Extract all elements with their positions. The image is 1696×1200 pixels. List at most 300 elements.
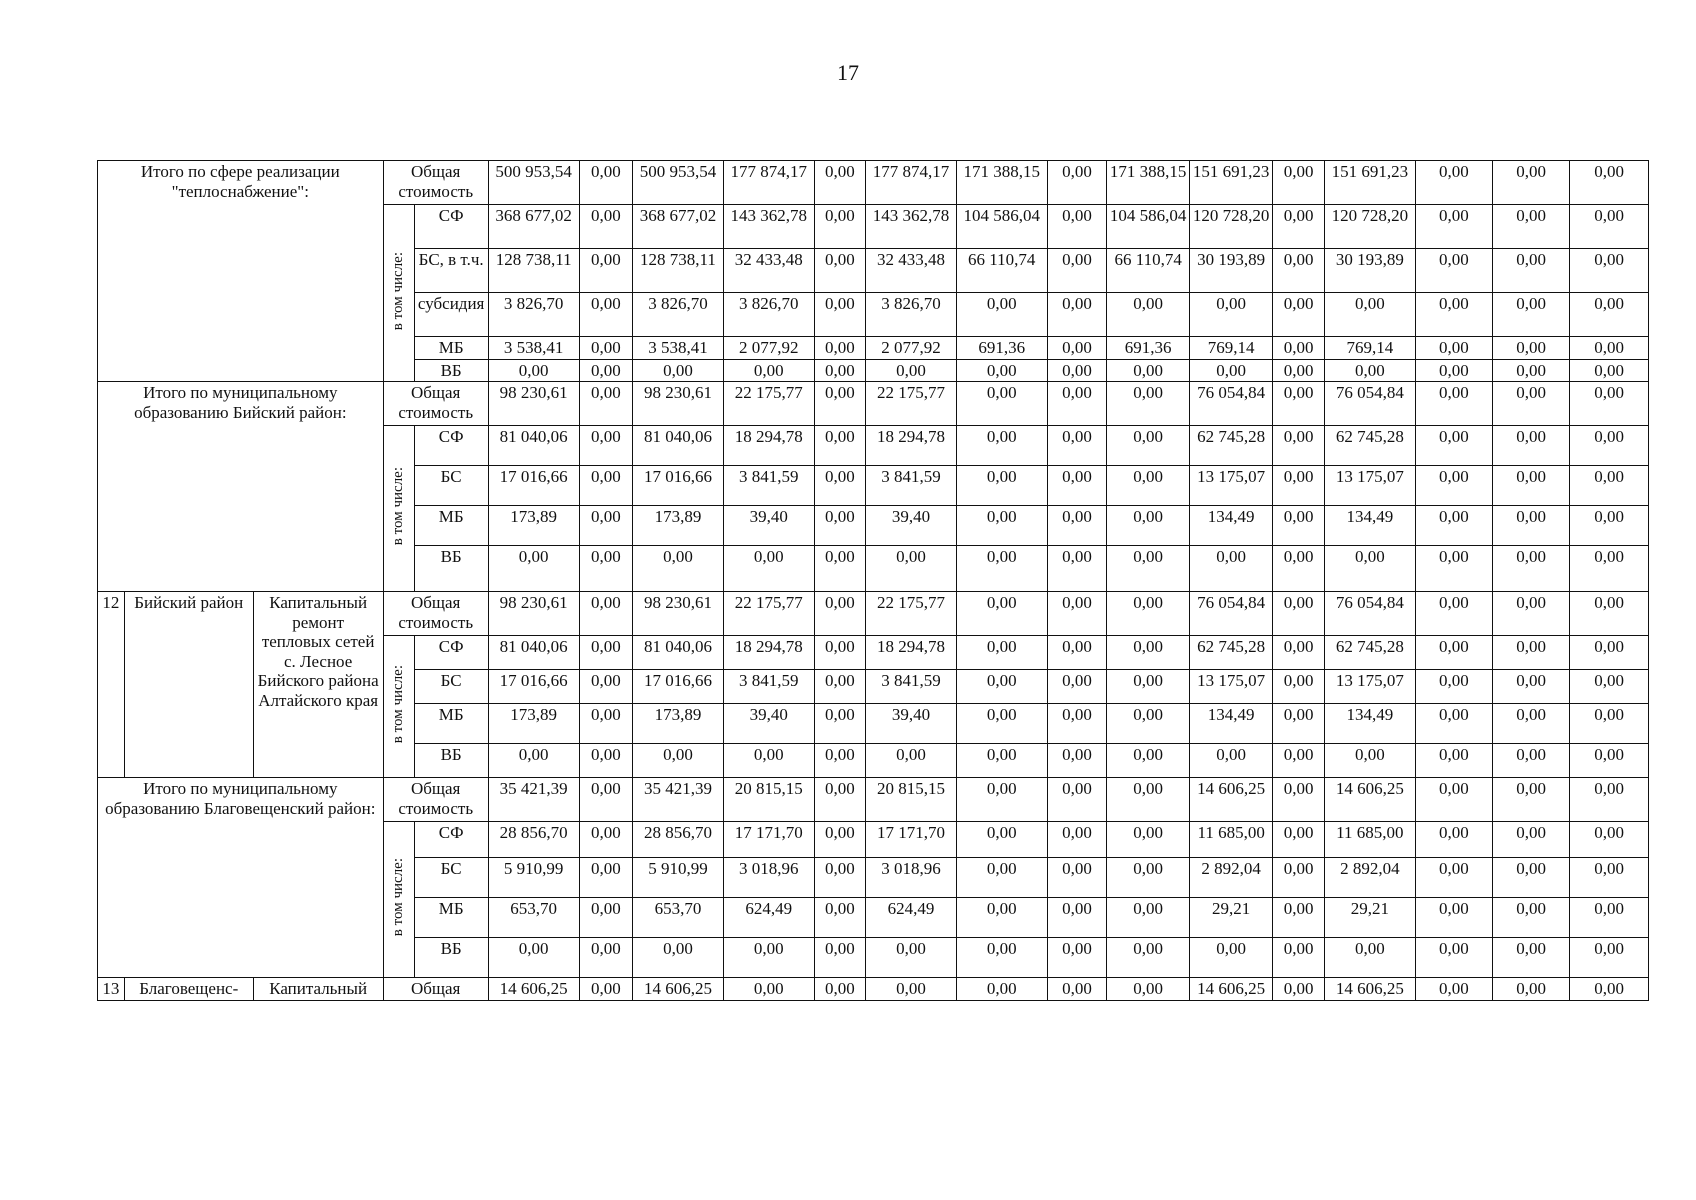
value-cell: 0,00 [814,426,866,466]
value-cell: 0,00 [1570,592,1649,636]
value-cell: 0,00 [1415,938,1492,978]
value-cell: 0,00 [1570,704,1649,744]
value-cell: 0,00 [1493,382,1570,426]
value-cell: 0,00 [1415,858,1492,898]
value-cell: 29,21 [1189,898,1273,938]
value-cell: 0,00 [1273,546,1325,592]
value-cell: 0,00 [1415,506,1492,546]
in-that-number-text: в том числе: [389,665,406,744]
value-cell: 0,00 [1107,293,1189,337]
value-cell: 0,00 [1415,466,1492,506]
value-cell: 62 745,28 [1189,426,1273,466]
group-total-title: Итого по муниципальному образованию Бийский район: [98,382,384,592]
value-cell: 0,00 [579,592,633,636]
value-cell: 32 433,48 [723,249,814,293]
value-cell: 13 175,07 [1324,466,1415,506]
cost-type-label: Общая стоимость [383,592,488,636]
funding-source-label: ВБ [414,546,488,592]
value-cell: 0,00 [814,670,866,704]
value-cell: 0,00 [1493,337,1570,360]
value-cell: 13 175,07 [1189,466,1273,506]
value-cell: 0,00 [1107,592,1189,636]
value-cell: 134,49 [1324,506,1415,546]
value-cell: 0,00 [1273,938,1325,978]
value-cell: 0,00 [956,293,1047,337]
value-cell: 18 294,78 [723,636,814,670]
value-cell: 0,00 [1047,938,1107,978]
value-cell: 0,00 [1189,546,1273,592]
value-cell: 0,00 [956,822,1047,858]
value-cell: 0,00 [1570,249,1649,293]
value-cell: 0,00 [488,744,579,778]
cost-type-label: Общая стоимость [383,778,488,822]
funding-source-label: МБ [414,337,488,360]
value-cell: 0,00 [1415,636,1492,670]
value-cell: 0,00 [1415,205,1492,249]
value-cell: 0,00 [956,359,1047,382]
value-cell: 0,00 [1107,426,1189,466]
in-that-number-label [383,636,414,778]
value-cell: 0,00 [1493,978,1570,1001]
value-cell: 0,00 [579,426,633,466]
value-cell: 0,00 [1415,426,1492,466]
value-cell: 0,00 [814,382,866,426]
value-cell: 0,00 [814,293,866,337]
value-cell: 0,00 [1047,822,1107,858]
funding-source-label: СФ [414,636,488,670]
value-cell: 0,00 [956,858,1047,898]
in-that-number-label [383,205,414,382]
value-cell: 0,00 [1570,858,1649,898]
value-cell: 0,00 [814,778,866,822]
value-cell: 0,00 [956,426,1047,466]
value-cell: 0,00 [633,744,724,778]
in-that-number-label [383,822,414,978]
value-cell: 134,49 [1189,704,1273,744]
value-cell: 0,00 [866,744,957,778]
value-cell: 624,49 [723,898,814,938]
value-cell: 0,00 [1273,466,1325,506]
value-cell: 0,00 [1107,546,1189,592]
in-that-number-label [383,426,414,592]
value-cell: 0,00 [579,978,633,1001]
value-cell: 177 874,17 [723,161,814,205]
value-cell: 0,00 [1189,938,1273,978]
value-cell: 0,00 [1415,293,1492,337]
funding-source-label: ВБ [414,359,488,382]
value-cell: 39,40 [866,506,957,546]
value-cell: 0,00 [1493,670,1570,704]
funding-source-label: ВБ [414,938,488,978]
value-cell: 0,00 [1324,938,1415,978]
value-cell: 11 685,00 [1324,822,1415,858]
value-cell: 3 841,59 [723,466,814,506]
value-cell: 0,00 [1493,506,1570,546]
value-cell: 0,00 [1107,636,1189,670]
value-cell: 0,00 [579,466,633,506]
value-cell: 0,00 [1107,778,1189,822]
value-cell: 0,00 [1570,337,1649,360]
value-cell: 0,00 [579,359,633,382]
value-cell: 0,00 [579,546,633,592]
table-row [98,592,1649,636]
value-cell: 368 677,02 [633,205,724,249]
value-cell: 35 421,39 [633,778,724,822]
value-cell: 0,00 [1107,822,1189,858]
value-cell: 0,00 [1324,546,1415,592]
value-cell: 32 433,48 [866,249,957,293]
value-cell: 0,00 [1273,592,1325,636]
value-cell: 0,00 [1107,670,1189,704]
value-cell: 3 018,96 [866,858,957,898]
value-cell: 0,00 [723,546,814,592]
value-cell: 0,00 [579,858,633,898]
value-cell: 0,00 [1107,704,1189,744]
value-cell: 0,00 [579,938,633,978]
value-cell: 0,00 [1047,744,1107,778]
value-cell: 0,00 [956,744,1047,778]
value-cell: 14 606,25 [1324,978,1415,1001]
value-cell: 81 040,06 [633,636,724,670]
funding-source-label: СФ [414,426,488,466]
value-cell: 0,00 [1415,382,1492,426]
value-cell: 0,00 [579,161,633,205]
value-cell: 3 826,70 [723,293,814,337]
value-cell: 0,00 [814,337,866,360]
value-cell: 0,00 [956,898,1047,938]
value-cell: 0,00 [1570,822,1649,858]
value-cell: 173,89 [633,506,724,546]
value-cell: 0,00 [1107,506,1189,546]
value-cell: 0,00 [1493,858,1570,898]
value-cell: 0,00 [1570,978,1649,1001]
value-cell: 769,14 [1324,337,1415,360]
value-cell: 0,00 [956,546,1047,592]
value-cell: 0,00 [1047,337,1107,360]
value-cell: 22 175,77 [723,592,814,636]
value-cell: 0,00 [1493,466,1570,506]
value-cell: 18 294,78 [723,426,814,466]
value-cell: 624,49 [866,898,957,938]
value-cell: 0,00 [1570,161,1649,205]
value-cell: 3 538,41 [488,337,579,360]
value-cell: 98 230,61 [488,382,579,426]
value-cell: 76 054,84 [1189,382,1273,426]
value-cell: 0,00 [1047,636,1107,670]
value-cell: 0,00 [1415,546,1492,592]
value-cell: 0,00 [1493,938,1570,978]
value-cell: 0,00 [579,778,633,822]
value-cell: 0,00 [1047,359,1107,382]
value-cell: 98 230,61 [633,382,724,426]
value-cell: 104 586,04 [1107,205,1189,249]
value-cell: 3 841,59 [866,466,957,506]
value-cell: 0,00 [814,822,866,858]
value-cell: 0,00 [1047,592,1107,636]
table-row [98,161,1649,205]
row-number: 12 [98,592,125,778]
value-cell: 0,00 [1493,592,1570,636]
value-cell: 0,00 [579,506,633,546]
value-cell: 0,00 [1415,249,1492,293]
value-cell: 0,00 [956,592,1047,636]
value-cell: 17 171,70 [723,822,814,858]
value-cell: 0,00 [1570,938,1649,978]
value-cell: 0,00 [1570,359,1649,382]
value-cell: 0,00 [1493,636,1570,670]
value-cell: 14 606,25 [488,978,579,1001]
value-cell: 0,00 [1047,466,1107,506]
value-cell: 0,00 [1273,670,1325,704]
value-cell: 0,00 [1570,382,1649,426]
value-cell: 177 874,17 [866,161,957,205]
value-cell: 0,00 [1570,426,1649,466]
group-total-title: Итого по муниципальному образованию Благовещенский район: [98,778,384,978]
cost-type-label: Общая стоимость [383,161,488,205]
value-cell: 17 016,66 [633,466,724,506]
value-cell: 0,00 [579,249,633,293]
value-cell: 39,40 [866,704,957,744]
value-cell: 173,89 [488,506,579,546]
value-cell: 5 910,99 [633,858,724,898]
value-cell: 29,21 [1324,898,1415,938]
value-cell: 653,70 [488,898,579,938]
value-cell: 0,00 [1273,426,1325,466]
value-cell: 0,00 [579,704,633,744]
value-cell: 76 054,84 [1189,592,1273,636]
group-total-title: Итого по сфере реализации "теплоснабжение": [98,161,384,382]
value-cell: 0,00 [1047,161,1107,205]
funding-source-label: БС [414,858,488,898]
value-cell: 691,36 [956,337,1047,360]
value-cell: 0,00 [579,382,633,426]
value-cell: 0,00 [1493,426,1570,466]
value-cell: 0,00 [1570,466,1649,506]
value-cell: 0,00 [723,744,814,778]
value-cell: 22 175,77 [866,592,957,636]
value-cell: 0,00 [956,382,1047,426]
value-cell: 0,00 [633,938,724,978]
value-cell: 0,00 [1189,293,1273,337]
value-cell: 0,00 [579,822,633,858]
district-name: Бийский район [124,592,253,778]
value-cell: 0,00 [1273,704,1325,744]
value-cell: 0,00 [1493,205,1570,249]
value-cell: 0,00 [1107,858,1189,898]
value-cell: 0,00 [723,359,814,382]
value-cell: 0,00 [814,978,866,1001]
value-cell: 0,00 [1273,161,1325,205]
value-cell: 0,00 [1493,293,1570,337]
value-cell: 0,00 [1415,670,1492,704]
value-cell: 3 538,41 [633,337,724,360]
value-cell: 66 110,74 [956,249,1047,293]
funding-source-label: МБ [414,898,488,938]
value-cell: 0,00 [814,636,866,670]
value-cell: 0,00 [956,506,1047,546]
object-name: Капитальный ремонт тепловых сетей с. Лесное Бийского района Алтайского края [253,592,383,778]
value-cell: 0,00 [1570,636,1649,670]
value-cell: 0,00 [1273,205,1325,249]
value-cell: 0,00 [1273,858,1325,898]
row-number: 13 [98,978,125,1001]
value-cell: 0,00 [1107,744,1189,778]
in-that-number-text: в том числе: [389,251,406,330]
value-cell: 76 054,84 [1324,382,1415,426]
funding-source-label: СФ [414,822,488,858]
value-cell: 0,00 [866,938,957,978]
value-cell: 18 294,78 [866,636,957,670]
funding-source-label: субсидия [414,293,488,337]
value-cell: 0,00 [1415,704,1492,744]
value-cell: 98 230,61 [633,592,724,636]
value-cell: 0,00 [866,359,957,382]
value-cell: 17 171,70 [866,822,957,858]
value-cell: 0,00 [956,778,1047,822]
value-cell: 0,00 [1570,293,1649,337]
value-cell: 0,00 [1047,978,1107,1001]
value-cell: 0,00 [814,205,866,249]
value-cell: 128 738,11 [488,249,579,293]
value-cell: 3 018,96 [723,858,814,898]
value-cell: 0,00 [866,546,957,592]
value-cell: 0,00 [1273,822,1325,858]
value-cell: 0,00 [1415,161,1492,205]
value-cell: 0,00 [1107,898,1189,938]
value-cell: 0,00 [488,938,579,978]
value-cell: 0,00 [1273,337,1325,360]
value-cell: 0,00 [579,744,633,778]
value-cell: 0,00 [814,938,866,978]
value-cell: 2 892,04 [1324,858,1415,898]
value-cell: 0,00 [956,670,1047,704]
value-cell: 35 421,39 [488,778,579,822]
value-cell: 173,89 [488,704,579,744]
value-cell: 0,00 [1047,670,1107,704]
value-cell: 0,00 [1273,293,1325,337]
value-cell: 18 294,78 [866,426,957,466]
value-cell: 500 953,54 [488,161,579,205]
value-cell: 0,00 [814,898,866,938]
value-cell: 0,00 [1273,506,1325,546]
table-row [98,382,1649,426]
value-cell: 0,00 [1273,778,1325,822]
value-cell: 17 016,66 [633,670,724,704]
value-cell: 0,00 [1107,359,1189,382]
value-cell: 0,00 [814,592,866,636]
value-cell: 0,00 [1415,778,1492,822]
funding-source-label: МБ [414,506,488,546]
value-cell: 0,00 [1273,898,1325,938]
value-cell: 14 606,25 [1189,778,1273,822]
value-cell: 0,00 [633,546,724,592]
value-cell: 28 856,70 [633,822,724,858]
value-cell: 0,00 [1493,249,1570,293]
value-cell: 39,40 [723,506,814,546]
funding-source-label: СФ [414,205,488,249]
cost-type-label: Общая стоимость [383,382,488,426]
value-cell: 3 841,59 [723,670,814,704]
value-cell: 0,00 [1047,858,1107,898]
value-cell: 171 388,15 [956,161,1047,205]
value-cell: 769,14 [1189,337,1273,360]
value-cell: 76 054,84 [1324,592,1415,636]
value-cell: 0,00 [1273,249,1325,293]
value-cell: 0,00 [1189,744,1273,778]
value-cell: 3 826,70 [488,293,579,337]
value-cell: 0,00 [723,978,814,1001]
value-cell: 0,00 [1273,382,1325,426]
object-name: Капитальный [253,978,383,1001]
value-cell: 3 841,59 [866,670,957,704]
budget-table [97,160,1649,1001]
value-cell: 0,00 [1570,778,1649,822]
value-cell: 0,00 [1493,778,1570,822]
value-cell: 62 745,28 [1324,636,1415,670]
value-cell: 0,00 [579,205,633,249]
value-cell: 0,00 [956,978,1047,1001]
value-cell: 5 910,99 [488,858,579,898]
value-cell: 0,00 [1493,704,1570,744]
value-cell: 39,40 [723,704,814,744]
cost-type-label: Общая [383,978,488,1001]
value-cell: 98 230,61 [488,592,579,636]
value-cell: 0,00 [1047,704,1107,744]
value-cell: 368 677,02 [488,205,579,249]
value-cell: 0,00 [1570,898,1649,938]
value-cell: 14 606,25 [1189,978,1273,1001]
value-cell: 0,00 [1493,898,1570,938]
table-row [98,778,1649,822]
value-cell: 0,00 [1189,359,1273,382]
value-cell: 143 362,78 [723,205,814,249]
value-cell: 0,00 [1107,382,1189,426]
value-cell: 2 077,92 [866,337,957,360]
table-row [98,978,1649,1001]
value-cell: 11 685,00 [1189,822,1273,858]
value-cell: 0,00 [1493,359,1570,382]
value-cell: 62 745,28 [1324,426,1415,466]
value-cell: 2 077,92 [723,337,814,360]
value-cell: 0,00 [814,359,866,382]
value-cell: 0,00 [1570,506,1649,546]
value-cell: 0,00 [956,938,1047,978]
value-cell: 0,00 [1570,670,1649,704]
value-cell: 0,00 [814,744,866,778]
value-cell: 0,00 [723,938,814,978]
value-cell: 0,00 [1047,426,1107,466]
value-cell: 0,00 [1415,822,1492,858]
value-cell: 0,00 [633,359,724,382]
value-cell: 0,00 [1493,546,1570,592]
value-cell: 0,00 [1415,978,1492,1001]
in-that-number-text: в том числе: [389,467,406,546]
value-cell: 0,00 [1570,744,1649,778]
value-cell: 0,00 [814,704,866,744]
value-cell: 0,00 [1047,205,1107,249]
value-cell: 0,00 [1107,466,1189,506]
value-cell: 0,00 [1415,359,1492,382]
value-cell: 17 016,66 [488,670,579,704]
value-cell: 0,00 [1415,744,1492,778]
value-cell: 0,00 [1415,898,1492,938]
value-cell: 0,00 [1415,592,1492,636]
value-cell: 151 691,23 [1189,161,1273,205]
value-cell: 0,00 [814,506,866,546]
value-cell: 22 175,77 [723,382,814,426]
value-cell: 0,00 [1273,978,1325,1001]
value-cell: 30 193,89 [1324,249,1415,293]
